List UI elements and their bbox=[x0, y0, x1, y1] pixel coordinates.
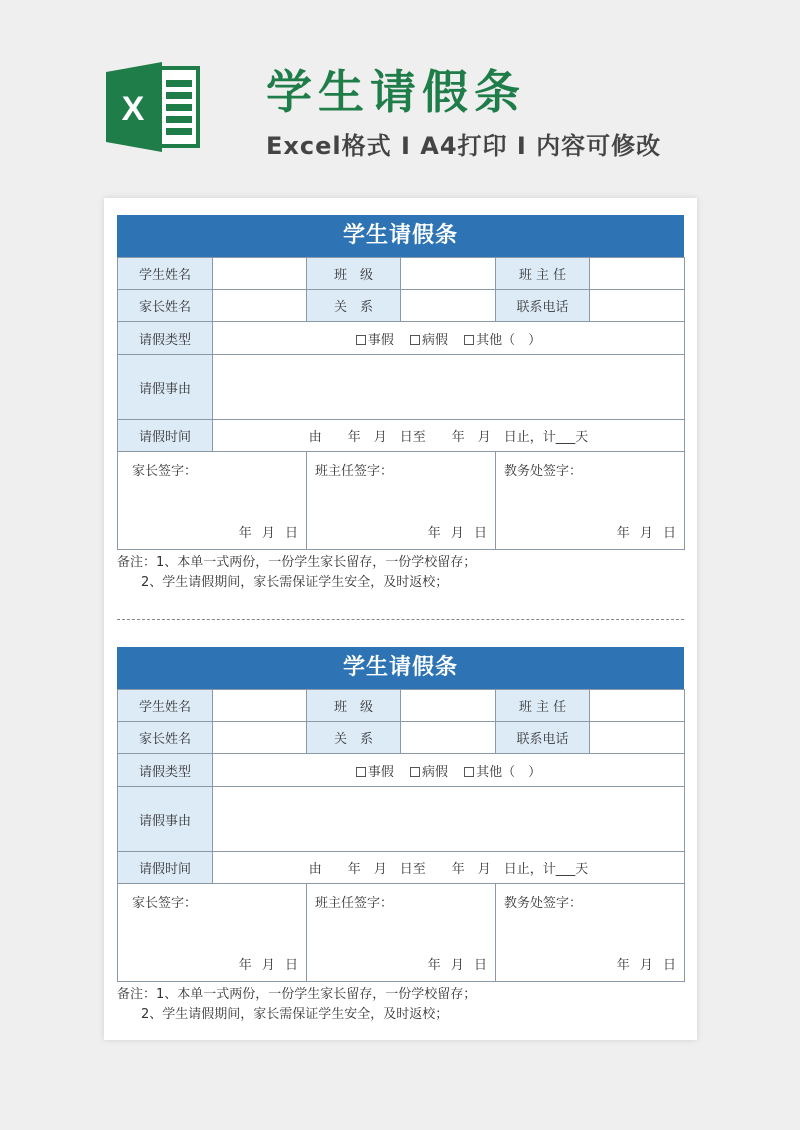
table-row bbox=[118, 322, 685, 355]
option-sick-leave[interactable]: 病假 bbox=[410, 333, 448, 348]
contact-phone-field[interactable] bbox=[590, 290, 685, 322]
leave-reason-field[interactable] bbox=[213, 355, 685, 420]
leave-type-options bbox=[213, 322, 685, 355]
signature-date: 年 月 日 bbox=[427, 958, 487, 973]
parent-signature-label: 家长签字： bbox=[132, 896, 198, 911]
header-banner bbox=[0, 0, 800, 190]
class-label: 班 级 bbox=[307, 258, 401, 290]
parent-signature-label: 家长签字： bbox=[132, 464, 198, 479]
form-title: 学生请假条 bbox=[117, 647, 684, 689]
leave-type-label: 请假类型 bbox=[118, 754, 213, 787]
table-row bbox=[118, 258, 685, 290]
head-teacher-signature-cell[interactable] bbox=[307, 452, 496, 550]
paper-sheet bbox=[104, 198, 697, 1040]
student-name-field[interactable] bbox=[213, 258, 307, 290]
form-title: 学生请假条 bbox=[117, 215, 684, 257]
relation-field[interactable] bbox=[401, 290, 496, 322]
table-row bbox=[118, 722, 685, 754]
leave-time-label: 请假时间 bbox=[118, 420, 213, 452]
signature-date: 年 月 日 bbox=[238, 958, 298, 973]
signature-date: 年 月 日 bbox=[616, 526, 676, 541]
leave-time-field[interactable]: 由 年 月 日至 年 月 日止，计___天 bbox=[213, 852, 685, 884]
table-row bbox=[118, 884, 685, 982]
leave-reason-label: 请假事由 bbox=[118, 355, 213, 420]
option-personal-leave[interactable]: 事假 bbox=[356, 333, 394, 348]
leave-reason-field[interactable] bbox=[213, 787, 685, 852]
contact-phone-label: 联系电话 bbox=[496, 722, 590, 754]
signature-date: 年 月 日 bbox=[427, 526, 487, 541]
student-name-label: 学生姓名 bbox=[118, 690, 213, 722]
option-other-leave[interactable]: 其他（ ） bbox=[464, 765, 541, 780]
leave-form-1 bbox=[117, 215, 684, 593]
leave-type-options bbox=[213, 754, 685, 787]
head-teacher-field[interactable] bbox=[590, 258, 685, 290]
academic-office-signature-label: 教务处签字： bbox=[504, 464, 583, 479]
table-row bbox=[118, 690, 685, 722]
banner-title: 学生请假条 bbox=[266, 65, 526, 119]
checkbox-icon[interactable] bbox=[410, 335, 420, 345]
relation-label: 关 系 bbox=[307, 722, 401, 754]
note-line-2: 2、学生请假期间，家长需保证学生安全，及时返校； bbox=[141, 1007, 449, 1022]
option-other-leave[interactable]: 其他（ ） bbox=[464, 333, 541, 348]
academic-office-signature-cell[interactable] bbox=[496, 884, 685, 982]
leave-form-table bbox=[117, 689, 685, 982]
table-row bbox=[118, 754, 685, 787]
checkbox-icon[interactable] bbox=[356, 767, 366, 777]
logo-letter: X bbox=[121, 90, 145, 128]
leave-reason-label: 请假事由 bbox=[118, 787, 213, 852]
form-notes bbox=[117, 553, 684, 593]
class-field[interactable] bbox=[401, 690, 496, 722]
checkbox-icon[interactable] bbox=[356, 335, 366, 345]
head-teacher-field[interactable] bbox=[590, 690, 685, 722]
relation-label: 关 系 bbox=[307, 290, 401, 322]
head-teacher-signature-cell[interactable] bbox=[307, 884, 496, 982]
student-name-label: 学生姓名 bbox=[118, 258, 213, 290]
banner-subtitle: Excel格式 I A4打印 I 内容可修改 bbox=[266, 132, 662, 160]
parent-name-field[interactable] bbox=[213, 290, 307, 322]
class-label: 班 级 bbox=[307, 690, 401, 722]
signature-date: 年 月 日 bbox=[616, 958, 676, 973]
checkbox-icon[interactable] bbox=[464, 335, 474, 345]
parent-name-label: 家长姓名 bbox=[118, 722, 213, 754]
leave-time-field[interactable]: 由 年 月 日至 年 月 日止，计___天 bbox=[213, 420, 685, 452]
note-line-2: 2、学生请假期间，家长需保证学生安全，及时返校； bbox=[141, 575, 449, 590]
leave-time-label: 请假时间 bbox=[118, 852, 213, 884]
table-row bbox=[118, 452, 685, 550]
head-teacher-signature-label: 班主任签字： bbox=[315, 464, 394, 479]
student-name-field[interactable] bbox=[213, 690, 307, 722]
table-row bbox=[118, 290, 685, 322]
academic-office-signature-label: 教务处签字： bbox=[504, 896, 583, 911]
parent-name-field[interactable] bbox=[213, 722, 307, 754]
option-personal-leave[interactable]: 事假 bbox=[356, 765, 394, 780]
parent-name-label: 家长姓名 bbox=[118, 290, 213, 322]
note-line-1: 备注：1、本单一式两份，一份学生家长留存，一份学校留存； bbox=[117, 987, 477, 1002]
relation-field[interactable] bbox=[401, 722, 496, 754]
contact-phone-field[interactable] bbox=[590, 722, 685, 754]
checkbox-icon[interactable] bbox=[410, 767, 420, 777]
head-teacher-label: 班 主 任 bbox=[496, 690, 590, 722]
cut-line-divider bbox=[117, 619, 684, 620]
contact-phone-label: 联系电话 bbox=[496, 290, 590, 322]
head-teacher-signature-label: 班主任签字： bbox=[315, 896, 394, 911]
excel-logo-icon bbox=[104, 58, 202, 156]
table-row bbox=[118, 355, 685, 420]
parent-signature-cell[interactable] bbox=[118, 884, 307, 982]
table-row bbox=[118, 787, 685, 852]
leave-type-label: 请假类型 bbox=[118, 322, 213, 355]
head-teacher-label: 班 主 任 bbox=[496, 258, 590, 290]
table-row bbox=[118, 420, 685, 452]
table-row bbox=[118, 852, 685, 884]
parent-signature-cell[interactable] bbox=[118, 452, 307, 550]
note-line-1: 备注：1、本单一式两份，一份学生家长留存，一份学校留存； bbox=[117, 555, 477, 570]
class-field[interactable] bbox=[401, 258, 496, 290]
checkbox-icon[interactable] bbox=[464, 767, 474, 777]
form-notes bbox=[117, 985, 684, 1025]
leave-form-2 bbox=[117, 647, 684, 1025]
leave-form-table bbox=[117, 257, 685, 550]
signature-date: 年 月 日 bbox=[238, 526, 298, 541]
academic-office-signature-cell[interactable] bbox=[496, 452, 685, 550]
option-sick-leave[interactable]: 病假 bbox=[410, 765, 448, 780]
